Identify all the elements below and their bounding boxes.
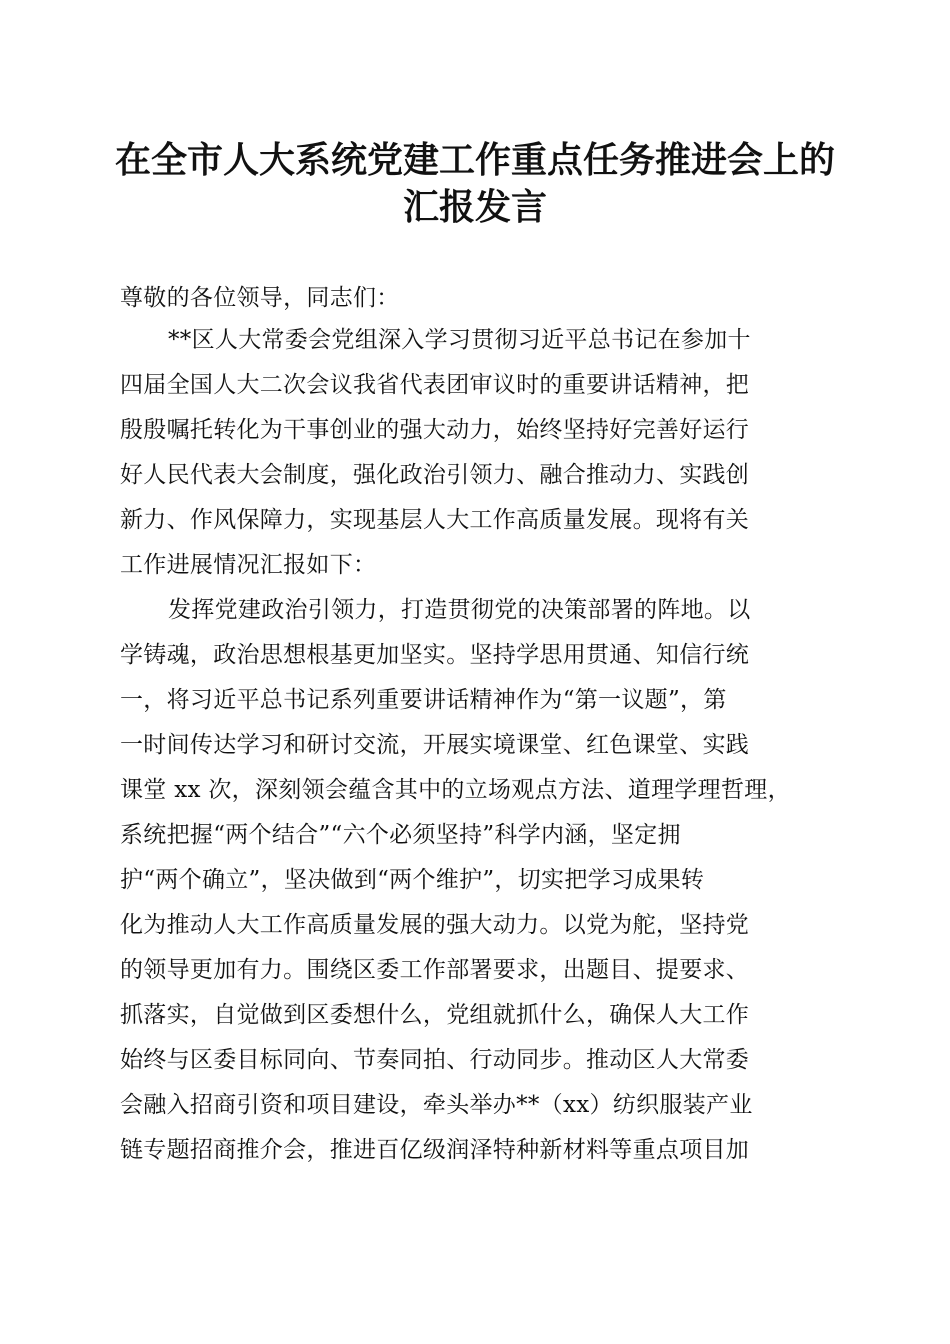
paragraph-1-line: 四届全国人大二次会议我省代表团审议时的重要讲话精神，把 bbox=[120, 372, 750, 398]
paragraph-1-line: 好人民代表大会制度，强化政治引领力、融合推动力、实践创 bbox=[120, 462, 750, 488]
paragraph-2-line: 化为推动人大工作高质量发展的强大动力。以党为舵，坚持党 bbox=[120, 912, 750, 938]
paragraph-2-line: 会融入招商引资和项目建设，牵头举办**（xx）纺织服装产业 bbox=[120, 1092, 753, 1118]
paragraph-2-line: 始终与区委目标同向、节奏同拍、行动同步。推动区人大常委 bbox=[120, 1047, 750, 1073]
document-title-line-2: 汇报发言 bbox=[402, 186, 547, 228]
document-title-line-1: 在全市人大系统党建工作重点任务推进会上的 bbox=[114, 139, 835, 181]
paragraph-1-line: **区人大常委会党组深入学习贯彻习近平总书记在参加十 bbox=[168, 327, 751, 353]
paragraph-2-line: 的领导更加有力。围绕区委工作部署要求，出题目、提要求、 bbox=[120, 957, 750, 983]
paragraph-2-line: 课堂 xx 次，深刻领会蕴含其中的立场观点方法、道理学理哲理， bbox=[120, 777, 791, 803]
paragraph-1-line: 工作进展情况汇报如下： bbox=[120, 552, 377, 578]
paragraph-2-line: 一，将习近平总书记系列重要讲话精神作为“第一议题”，第 bbox=[120, 687, 727, 713]
paragraph-2-line: 抓落实，自觉做到区委想什么，党组就抓什么，确保人大工作 bbox=[120, 1002, 750, 1028]
paragraph-2-line: 学铸魂，政治思想根基更加坚实。坚持学思用贯通、知信行统 bbox=[120, 642, 750, 668]
salutation: 尊敬的各位领导，同志们： bbox=[120, 285, 400, 311]
paragraph-1-line: 新力、作风保障力，实现基层人大工作高质量发展。现将有关 bbox=[120, 507, 750, 533]
paragraph-2-line: 系统把握“两个结合”“六个必须坚持”科学内涵，坚定拥 bbox=[120, 822, 681, 848]
paragraph-2-line: 链专题招商推介会，推进百亿级润泽特种新材料等重点项目加 bbox=[120, 1137, 750, 1163]
paragraph-2-line: 护“两个确立”，坚决做到“两个维护”，切实把学习成果转 bbox=[120, 867, 705, 893]
paragraph-2-line: 发挥党建政治引领力，打造贯彻党的决策部署的阵地。以 bbox=[168, 597, 751, 623]
paragraph-1-line: 殷殷嘱托转化为干事创业的强大动力，始终坚持好完善好运行 bbox=[120, 417, 750, 443]
paragraph-2-line: 一时间传达学习和研讨交流，开展实境课堂、红色课堂、实践 bbox=[120, 732, 750, 758]
